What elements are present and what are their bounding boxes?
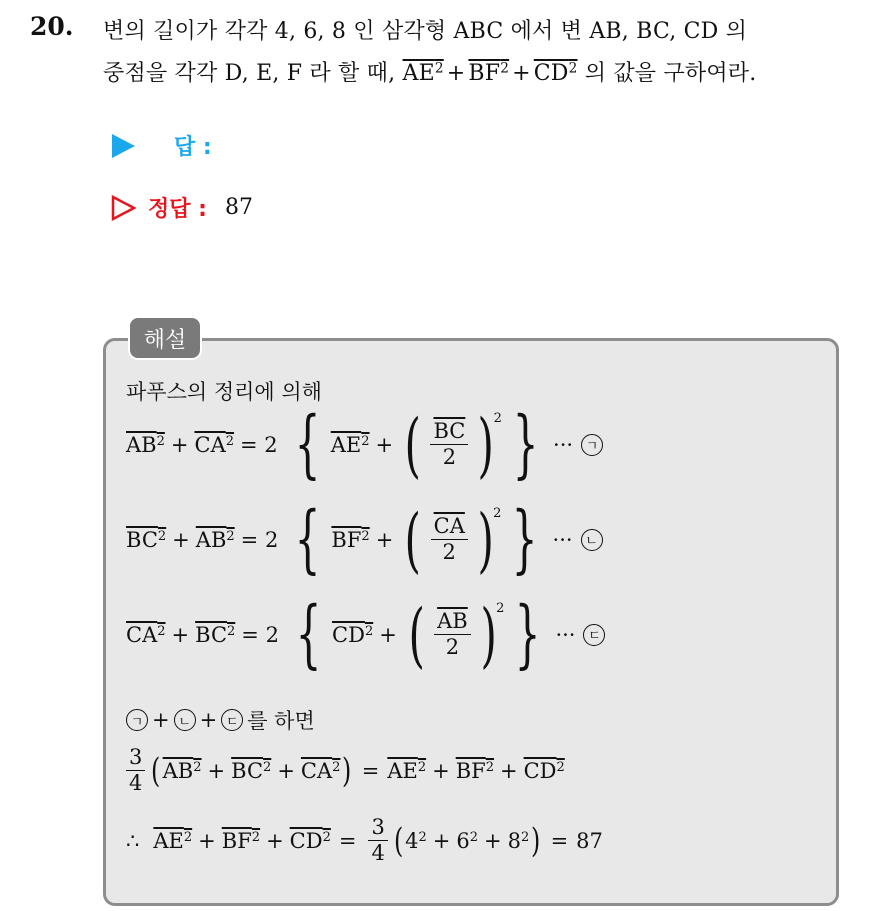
equation-5: ∴ $AE^2$ + $BF^2$ + $CD^2$ = $\frac{3}{4}$ ( $4^2$ + $6^2$ + $8^2$ ) = 87 bbox=[126, 815, 603, 866]
question-line-2: 중점을 각각 D, E, F 라 할 때, $AE^2 + BF^2 + CD^2$ 의 값을 구하여라. bbox=[103, 60, 757, 86]
sum-line: ㄱ + ㄴ + ㄷ 를 하면 bbox=[126, 705, 315, 735]
correct-answer-row bbox=[110, 192, 253, 223]
outline-arrow-icon bbox=[110, 195, 136, 221]
segment-cd-squared: $CD^2$ bbox=[533, 60, 578, 86]
correct-answer-value: 87 bbox=[224, 195, 253, 220]
segment-bf-squared: $BF^2$ bbox=[468, 60, 510, 86]
equation-4: $\frac{3}{4}$ ( $AB^2$ + $BC^2$ + $CA^2$ ) = $AE^2$ + $BF^2$ + $CD^2$ bbox=[126, 745, 565, 796]
question-text-prefix: 중점을 각각 D, E, F 라 할 때, bbox=[103, 61, 403, 86]
play-arrow-icon bbox=[110, 133, 136, 159]
answer-row bbox=[110, 130, 212, 161]
problem-number: 20. bbox=[30, 12, 74, 41]
equation-3: $CA^2$ + $BC^2$ = 2 { $CD^2$ + ( $\frac{\overline{AB}}{2}$ ) 2 } ··· ㄷ bbox=[126, 605, 605, 664]
explanation-intro: 파푸스의 정리에 의해 bbox=[126, 380, 322, 404]
explanation-tab: 해설 bbox=[128, 316, 202, 360]
circled-giyeok-icon: ㄱ bbox=[581, 434, 603, 456]
segment-ae-squared: $AE^2$ bbox=[402, 60, 444, 86]
equation-1: $AB^2$ + $CA^2$ = 2 { $AE^2$ + ( $\frac{\overline{BC}}{2}$ ) 2 } ··· ㄱ bbox=[126, 415, 603, 474]
circled-nieun-icon: ㄴ bbox=[581, 529, 603, 551]
question-line-1: 변의 길이가 각각 4, 6, 8 인 삼각형 ABC 에서 변 AB, BC, CD 의 bbox=[103, 19, 748, 44]
circled-digeut-icon: ㄷ bbox=[583, 624, 605, 646]
correct-answer-label: 정답 : bbox=[148, 197, 207, 222]
question-text-suffix: 의 값을 구하여라. bbox=[577, 61, 757, 86]
equation-2: $BC^2$ + $AB^2$ = 2 { $BF^2$ + ( $\frac{\overline{CA}}{2}$ ) 2 } ··· ㄴ bbox=[126, 510, 603, 569]
answer-label: 답 : bbox=[174, 135, 212, 160]
